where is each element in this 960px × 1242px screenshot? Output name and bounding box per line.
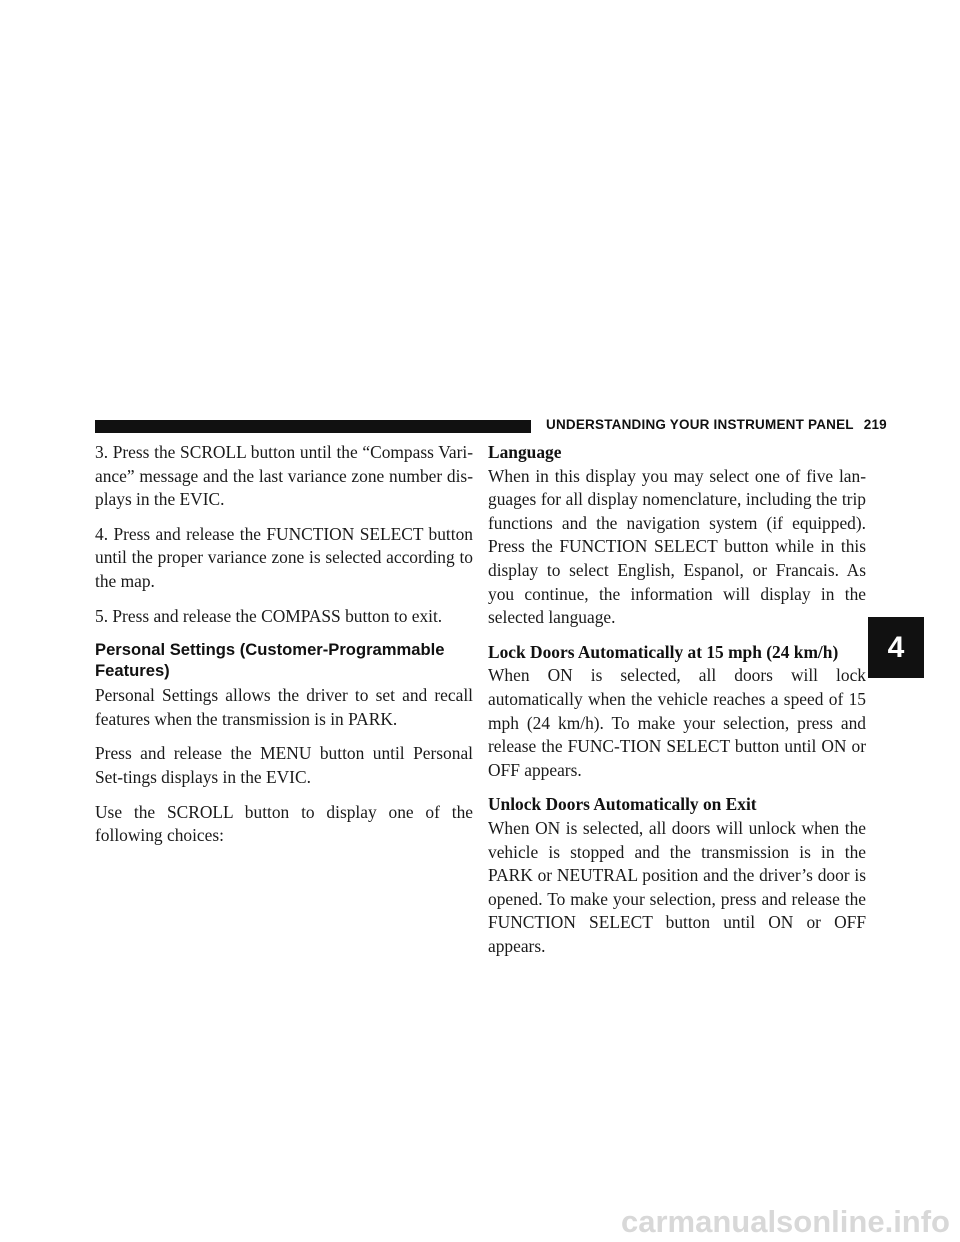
right-column xyxy=(488,441,866,969)
section-title: UNDERSTANDING YOUR INSTRUMENT PANEL xyxy=(546,417,854,432)
language-text: When in this display you may select one of five lan-guages for all display nomenclature, including the trip functions and the navigation system (if equipped). Press the FUNCTION SELECT button while in this display to select English, Espanol, or Francais. As you continue, the information will display in the selected language. xyxy=(488,465,866,628)
header-rule-end xyxy=(527,420,531,433)
language-heading: Language xyxy=(488,442,562,462)
left-column xyxy=(95,441,473,859)
personal-settings-heading: Personal Settings (Customer-Programmable Features) xyxy=(95,640,445,681)
watermark: carmanualsonline.info xyxy=(620,1204,950,1239)
step-3: 3. Press the SCROLL button until the “Compass Vari-ance” message and the last variance zone number dis-plays in the EVIC. xyxy=(95,442,473,510)
scroll-instruction: Use the SCROLL button to display one of the following choices: xyxy=(95,801,473,846)
unlock-doors-heading: Unlock Doors Automatically on Exit xyxy=(488,794,757,815)
menu-instruction: Press and release the MENU button until Personal Set-tings displays in the EVIC. xyxy=(95,743,473,787)
header-rule xyxy=(95,420,527,433)
personal-settings-intro: Personal Settings allows the driver to set and recall features when the transmission is in PARK. xyxy=(95,685,473,729)
step-4: 4. Press and release the FUNCTION SELECT button until the proper variance zone is selected according to the map. xyxy=(95,523,473,591)
lock-doors-text: When ON is selected, all doors will lock automatically when the vehicle reaches a speed of 15 mph (24 km/h). To make your selection, press and release the FUNC-TION SELECT button until ON or OFF appears. xyxy=(488,665,866,780)
lock-doors-heading: Lock Doors Automatically at 15 mph (24 km/h) xyxy=(488,641,839,662)
running-head xyxy=(546,417,887,432)
page-number: 219 xyxy=(863,417,887,432)
unlock-doors-text: When ON is selected, all doors will unlock when the vehicle is stopped and the transmission is in the PARK or NEUTRAL position and the driver’s door is opened. To make your selection, press and release the FUNCTION SELECT button until ON or OFF appears. xyxy=(488,817,866,956)
chapter-tab: 4 xyxy=(868,617,924,678)
step-5: 5. Press and release the COMPASS button to exit. xyxy=(95,605,443,626)
